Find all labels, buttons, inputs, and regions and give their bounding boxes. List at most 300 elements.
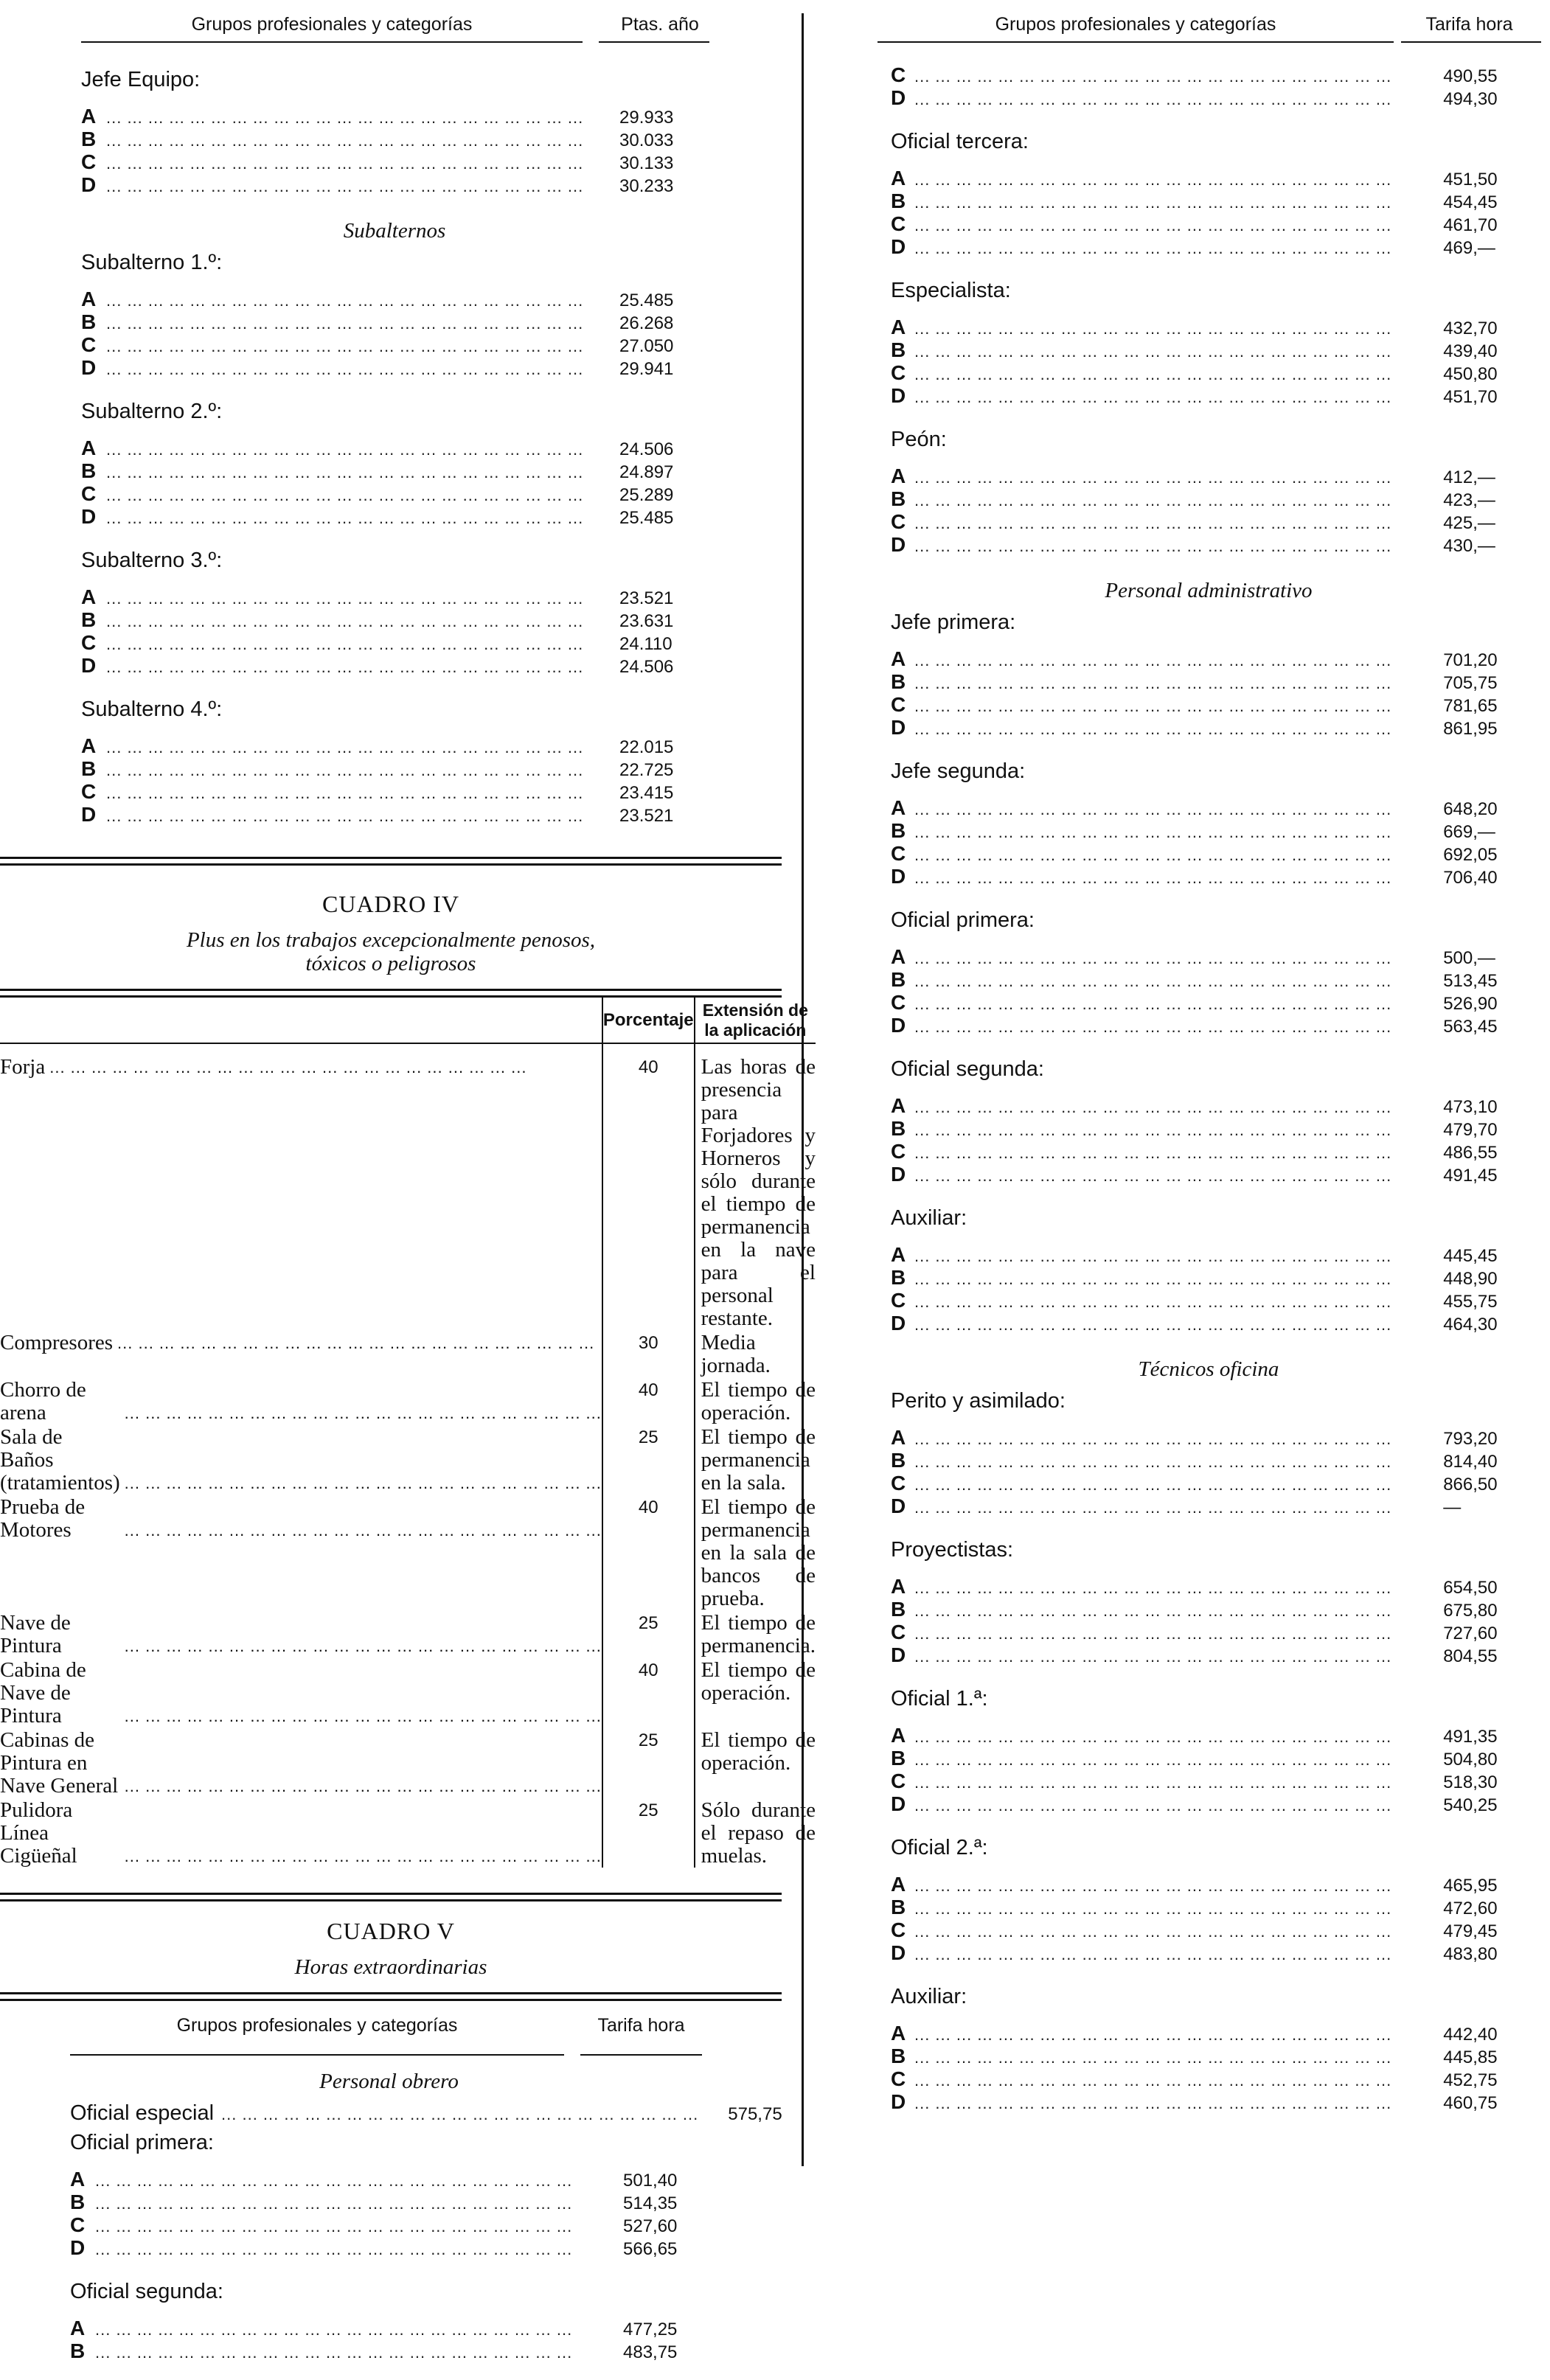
- list-item: [891, 510, 1526, 533]
- dot-leader: ... ... ... ... ... ... ... ... ... ... ... ... ... ... ... ... ... ... ... ... ... ... ...: [914, 651, 1392, 669]
- row-value: 451,50: [1443, 170, 1498, 189]
- row-value: 504,80: [1443, 1750, 1498, 1770]
- list-item: [891, 167, 1526, 189]
- dot-leader: ... ... ... ... ... ... ... ... ... ... ... ... ... ... ... ... ... ... ... ... ... ... ...: [914, 800, 1392, 818]
- group-title: Perito y asimilado:: [891, 1389, 1066, 1413]
- double-rule: [0, 1893, 782, 1901]
- row-letter: C: [891, 1621, 906, 1643]
- row-letter: A: [891, 2022, 906, 2045]
- dot-leader: ... ... ... ... ... ... ... ... ... ... ... ... ... ... ... ... ... ... ... ... ... ... ...: [106, 314, 584, 333]
- right-salary-list: [877, 43, 1526, 2131]
- dot-leader: ... ... ... ... ... ... ... ... ... ... ... ... ... ... ... ... ... ... ... ... ... ... ...: [106, 509, 584, 527]
- dot-leader: ... ... ... ... ... ... ... ... ... ... ... ... ... ... ... ... ... ... ... ... ... ... ...: [914, 1876, 1392, 1895]
- row-value: 445,45: [1443, 1246, 1498, 1266]
- row-value: 494,30: [1443, 89, 1498, 109]
- list-item: [891, 945, 1526, 968]
- dot-leader: ... ... ... ... ... ... ... ... ... ... ... ... ... ... ... ... ... ... ... ... ... ... ...: [106, 807, 584, 825]
- row-letter: B: [81, 459, 97, 482]
- row-value: 491,45: [1443, 1166, 1498, 1186]
- group-title: Subalterno 2.º:: [81, 400, 223, 423]
- dot-leader: ... ... ... ... ... ... ... ... ... ... ... ... ... ... ... ... ... ... ... ... ... ... ...: [914, 1922, 1392, 1941]
- row-letter: C: [81, 150, 97, 173]
- dot-leader: ... ... ... ... ... ... ... ... ... ... ... ... ... ... ... ... ... ... ... ... ... ... ...: [914, 823, 1392, 841]
- cell-extension: Sólo durante el repaso de muelas.: [701, 1798, 816, 1868]
- row-letter: B: [891, 968, 906, 991]
- row-letter: C: [891, 1472, 906, 1495]
- dot-leader: ... ... ... ... ... ... ... ... ... ... ... ... ... ... ... ... ... ... ... ... ... ... ...: [914, 170, 1392, 189]
- list-item: [891, 1266, 1526, 1289]
- dot-leader: ... ... ... ... ... ... ... ... ... ... ... ... ... ... ... ... ... ... ... ... ... ... ...: [124, 1707, 602, 1725]
- list-item: [81, 436, 708, 459]
- list-item: [70, 2317, 708, 2339]
- table-row: [0, 1610, 816, 1657]
- table-row: [0, 1495, 816, 1610]
- row-value: 465,95: [1443, 1876, 1498, 1896]
- row-letter: D: [891, 235, 906, 258]
- group-title: Peón:: [891, 428, 947, 451]
- row-value: 472,60: [1443, 1899, 1498, 1918]
- row-letter: C: [891, 1770, 906, 1792]
- dot-leader: ... ... ... ... ... ... ... ... ... ... ... ... ... ... ... ... ... ... ... ... ... ... ...: [914, 1945, 1392, 1963]
- header-tarifa: Tarifa hora: [597, 2015, 685, 2036]
- row-letter: C: [891, 510, 906, 533]
- dot-leader: ... ... ... ... ... ... ... ... ... ... ... ... ... ... ... ... ... ... ... ... ... ... ...: [914, 514, 1392, 532]
- list-item: [891, 1140, 1526, 1163]
- cell-porcentaje: 25: [602, 1610, 695, 1657]
- list-item: [81, 333, 708, 356]
- row-value: 442,40: [1443, 2025, 1498, 2045]
- table-row: [0, 1657, 816, 1727]
- row-letter: A: [891, 796, 906, 819]
- list-item: [70, 2236, 708, 2259]
- row-value: 30.233: [619, 176, 674, 196]
- list-item: [81, 459, 708, 482]
- group-title: Auxiliar:: [891, 1985, 967, 2008]
- dot-leader: ... ... ... ... ... ... ... ... ... ... ... ... ... ... ... ... ... ... ... ... ... ... ...: [106, 360, 584, 378]
- dot-leader: ... ... ... ... ... ... ... ... ... ... ... ... ... ... ... ... ... ... ... ... ... ... ...: [914, 342, 1392, 361]
- table-row: [0, 1424, 816, 1495]
- cell-workplace: [0, 1798, 602, 1868]
- group-title: Jefe primera:: [891, 610, 1016, 634]
- list-item: [891, 865, 1526, 888]
- row-letter: B: [891, 338, 906, 361]
- header-rule: [1401, 41, 1541, 43]
- dot-leader: ... ... ... ... ... ... ... ... ... ... ... ... ... ... ... ... ... ... ... ... ... ... ...: [914, 1098, 1392, 1116]
- list-item: [891, 1598, 1526, 1621]
- row-letter: B: [891, 1117, 906, 1140]
- row-value: 23.521: [619, 588, 674, 608]
- row-value: 575,75: [728, 2104, 782, 2124]
- row-letter: D: [891, 533, 906, 556]
- cell-porcentaje: 40: [602, 1043, 695, 1330]
- dot-leader: ... ... ... ... ... ... ... ... ... ... ... ... ... ... ... ... ... ... ... ... ... ... ...: [124, 1777, 602, 1795]
- group-title: Especialista:: [891, 279, 1011, 302]
- dot-leader: ... ... ... ... ... ... ... ... ... ... ... ... ... ... ... ... ... ... ... ... ... ... ...: [914, 1773, 1392, 1792]
- row-value: 26.268: [619, 313, 674, 333]
- dot-leader: ... ... ... ... ... ... ... ... ... ... ... ... ... ... ... ... ... ... ... ... ... ... ...: [914, 491, 1392, 509]
- dot-leader: ... ... ... ... ... ... ... ... ... ... ... ... ... ... ... ... ... ... ... ... ... ... ...: [914, 319, 1392, 338]
- list-item: [81, 288, 708, 310]
- dot-leader: ... ... ... ... ... ... ... ... ... ... ... ... ... ... ... ... ... ... ... ... ... ... ...: [914, 1624, 1392, 1643]
- row-value: 23.415: [619, 783, 674, 803]
- row-letter: B: [891, 487, 906, 510]
- double-rule: [0, 857, 782, 866]
- double-rule: [0, 1992, 782, 2001]
- row-value: 479,70: [1443, 1120, 1498, 1140]
- dot-leader: ... ... ... ... ... ... ... ... ... ... ... ... ... ... ... ... ... ... ... ... ... ... ...: [914, 1270, 1392, 1288]
- row-letter: B: [891, 1598, 906, 1621]
- row-value: 727,60: [1443, 1624, 1498, 1643]
- row-value: 29.941: [619, 359, 674, 379]
- list-item: [81, 173, 708, 196]
- row-value: 24.506: [619, 439, 674, 459]
- list-item: [891, 1289, 1526, 1312]
- section-title: Subalternos: [343, 219, 446, 243]
- dot-leader: ... ... ... ... ... ... ... ... ... ... ... ... ... ... ... ... ... ... ... ... ... ... ...: [914, 1796, 1392, 1814]
- list-item: [891, 796, 1526, 819]
- row-value: 30.033: [619, 131, 674, 150]
- list-item: [891, 235, 1526, 258]
- row-letter: D: [81, 173, 97, 196]
- list-item: [891, 316, 1526, 338]
- list-item: [81, 631, 708, 654]
- col-extension: Extensión de la aplicación: [695, 998, 816, 1043]
- row-value: 513,45: [1443, 971, 1498, 991]
- row-letter: B: [891, 819, 906, 842]
- row-letter: A: [891, 647, 906, 670]
- row-letter: D: [891, 1163, 906, 1186]
- row-value: 706,40: [1443, 868, 1498, 888]
- row-value: 648,20: [1443, 799, 1498, 819]
- dot-leader: ... ... ... ... ... ... ... ... ... ... ... ... ... ... ... ... ... ... ... ... ... ... ...: [106, 612, 584, 630]
- row-value: 461,70: [1443, 215, 1498, 235]
- row-value: 518,30: [1443, 1772, 1498, 1792]
- dot-leader: ... ... ... ... ... ... ... ... ... ... ... ... ... ... ... ... ... ... ... ... ... ... ...: [124, 1637, 602, 1655]
- cell-porcentaje: 25: [602, 1798, 695, 1868]
- group-title: Oficial 1.ª:: [891, 1687, 988, 1711]
- row-letter: C: [891, 1289, 906, 1312]
- header-rule: [70, 2054, 564, 2056]
- row-letter: D: [81, 803, 97, 826]
- section-title: Personal administrativo: [1105, 579, 1313, 602]
- row-value: 490,55: [1443, 66, 1498, 86]
- list-item: [891, 384, 1526, 407]
- row-value: 781,65: [1443, 696, 1498, 716]
- row-letter: A: [70, 2317, 86, 2339]
- row-letter: B: [891, 1449, 906, 1472]
- cell-extension: El tiempo de permanencia en la sala.: [701, 1425, 816, 1495]
- table-row: [0, 1798, 816, 1868]
- row-value: 29.933: [619, 108, 674, 128]
- dot-leader: ... ... ... ... ... ... ... ... ... ... ... ... ... ... ... ... ... ... ... ... ... ... ...: [106, 761, 584, 779]
- row-value: 469,—: [1443, 238, 1495, 258]
- group-title: Jefe segunda:: [891, 759, 1026, 783]
- list-item: [891, 86, 1526, 109]
- list-item: [891, 819, 1526, 842]
- dot-leader: ... ... ... ... ... ... ... ... ... ... ... ... ... ... ... ... ... ... ... ... ... ... ...: [914, 1601, 1392, 1620]
- dot-leader: ... ... ... ... ... ... ... ... ... ... ... ... ... ... ... ... ... ... ... ... ... ... ...: [914, 1498, 1392, 1517]
- dot-leader: ... ... ... ... ... ... ... ... ... ... ... ... ... ... ... ... ... ... ... ... ... ... ...: [95, 2194, 573, 2213]
- list-item: [891, 1918, 1526, 1941]
- cell-extension: El tiempo de permanencia en la sala de bancos de prueba.: [701, 1495, 816, 1610]
- row-value: 563,45: [1443, 1017, 1498, 1037]
- dot-leader: ... ... ... ... ... ... ... ... ... ... ... ... ... ... ... ... ... ... ... ... ... ... ...: [95, 2217, 573, 2235]
- list-item: [891, 968, 1526, 991]
- list-item: [891, 1792, 1526, 1815]
- header-groups: Grupos profesionales y categorías: [995, 14, 1276, 35]
- row-value: 423,—: [1443, 490, 1495, 510]
- list-item: [891, 189, 1526, 212]
- list-item: [891, 991, 1526, 1014]
- dot-leader: ... ... ... ... ... ... ... ... ... ... ... ... ... ... ... ... ... ... ... ... ... ... ...: [914, 365, 1392, 383]
- list-item: [891, 1747, 1526, 1770]
- row-value: 439,40: [1443, 341, 1498, 361]
- list-item: [891, 1472, 1526, 1495]
- workplace-label: Prueba de Motores: [0, 1495, 86, 1542]
- row-value: 22.015: [619, 737, 674, 757]
- dot-leader: ... ... ... ... ... ... ... ... ... ... ... ... ... ... ... ... ... ... ... ... ... ... ...: [914, 239, 1392, 257]
- row-value: 460,75: [1443, 2093, 1498, 2113]
- group-title: Subalterno 1.º:: [81, 251, 223, 274]
- dot-leader: ... ... ... ... ... ... ... ... ... ... ... ... ... ... ... ... ... ... ... ... ... ... ...: [106, 658, 584, 676]
- dot-leader: ... ... ... ... ... ... ... ... ... ... ... ... ... ... ... ... ... ... ... ... ... ... ...: [124, 1847, 602, 1865]
- row-letter: B: [70, 2339, 86, 2362]
- list-item: [891, 647, 1526, 670]
- cell-workplace: [0, 1043, 602, 1330]
- list-item: [891, 1873, 1526, 1896]
- section-title: Técnicos oficina: [1138, 1357, 1279, 1381]
- cell-porcentaje: 40: [602, 1377, 695, 1424]
- dot-leader: ... ... ... ... ... ... ... ... ... ... ... ... ... ... ... ... ... ... ... ... ... ... ...: [914, 1247, 1392, 1265]
- list-item: [891, 1621, 1526, 1643]
- list-item: [891, 1449, 1526, 1472]
- table-row: [0, 1727, 816, 1798]
- row-letter: B: [81, 608, 97, 631]
- row-letter: C: [81, 333, 97, 356]
- list-item: [891, 212, 1526, 235]
- right-table-header: [877, 0, 1541, 43]
- header-rule: [599, 41, 709, 43]
- list-item: [891, 1941, 1526, 1964]
- dot-leader: ... ... ... ... ... ... ... ... ... ... ... ... ... ... ... ... ... ... ... ... ... ... ...: [914, 1750, 1392, 1769]
- left-table-header: [0, 0, 782, 43]
- row-letter: D: [891, 86, 906, 109]
- dot-leader: ... ... ... ... ... ... ... ... ... ... ... ... ... ... ... ... ... ... ... ... ... ... ...: [914, 216, 1392, 234]
- cell-workplace: [0, 1610, 602, 1657]
- row-letter: A: [70, 2168, 86, 2191]
- row-value: 479,45: [1443, 1921, 1498, 1941]
- row-letter: C: [891, 1140, 906, 1163]
- cell-extension: Las horas de presencia para Forjadores y Horneros y sólo durante el tiempo de permanencia en la nave para el personal restante.: [701, 1055, 816, 1330]
- row-value: 483,80: [1443, 1944, 1498, 1964]
- dot-leader: ... ... ... ... ... ... ... ... ... ... ... ... ... ... ... ... ... ... ... ... ... ... ...: [106, 337, 584, 355]
- dot-leader: ... ... ... ... ... ... ... ... ... ... ... ... ... ... ... ... ... ... ... ... ... ... ...: [95, 2320, 573, 2339]
- row-letter: A: [891, 1575, 906, 1598]
- group-title: Oficial 2.ª:: [891, 1836, 988, 1859]
- group-title: Subalterno 4.º:: [81, 697, 223, 721]
- row-value: 705,75: [1443, 673, 1498, 693]
- cell-workplace: [0, 1424, 602, 1495]
- dot-leader: ... ... ... ... ... ... ... ... ... ... ... ... ... ... ... ... ... ... ... ... ... ... ...: [914, 846, 1392, 864]
- row-letter: D: [891, 384, 906, 407]
- dot-leader: ... ... ... ... ... ... ... ... ... ... ... ... ... ... ... ... ... ... ... ... ... ... ...: [914, 468, 1392, 487]
- cell-porcentaje: 40: [602, 1657, 695, 1727]
- list-item: [70, 2339, 708, 2362]
- row-value: 430,—: [1443, 536, 1495, 556]
- row-value: 464,30: [1443, 1315, 1498, 1335]
- list-item: [81, 356, 708, 379]
- header-rule: [580, 2054, 702, 2056]
- row-letter: B: [81, 128, 97, 150]
- dot-leader: ... ... ... ... ... ... ... ... ... ... ... ... ... ... ... ... ... ... ... ... ... ... ...: [914, 90, 1392, 108]
- dot-leader: ... ... ... ... ... ... ... ... ... ... ... ... ... ... ... ... ... ... ... ... ... ... ...: [914, 1579, 1392, 1597]
- list-item: [891, 2067, 1526, 2090]
- col-empty: [0, 998, 602, 1043]
- row-letter: D: [81, 654, 97, 677]
- row-value: 669,—: [1443, 822, 1495, 842]
- row-letter: C: [891, 2067, 906, 2090]
- dot-leader: ... ... ... ... ... ... ... ... ... ... ... ... ... ... ... ... ... ... ... ... ... ... ...: [106, 738, 584, 756]
- row-value: 866,50: [1443, 1475, 1498, 1495]
- dot-leader: ... ... ... ... ... ... ... ... ... ... ... ... ... ... ... ... ... ... ... ... ... ... ...: [95, 2343, 573, 2362]
- cell-porcentaje: 25: [602, 1424, 695, 1495]
- dot-leader: ... ... ... ... ... ... ... ... ... ... ... ... ... ... ... ... ... ... ... ... ... ... ...: [914, 2048, 1392, 2067]
- workplace-label: Sala de Baños (tratamientos): [0, 1425, 120, 1495]
- dot-leader: ... ... ... ... ... ... ... ... ... ... ... ... ... ... ... ... ... ... ... ... ... ... ...: [106, 177, 584, 195]
- workplace-label: Compresores: [0, 1331, 114, 1354]
- row-value: 701,20: [1443, 650, 1498, 670]
- dot-leader: ... ... ... ... ... ... ... ... ... ... ... ... ... ... ... ... ... ... ... ... ... ... ...: [106, 108, 584, 127]
- dot-leader: ... ... ... ... ... ... ... ... ... ... ... ... ... ... ... ... ... ... ... ... ... ... ...: [914, 1727, 1392, 1746]
- dot-leader: ... ... ... ... ... ... ... ... ... ... ... ... ... ... ... ... ... ... ... ... ... ... ...: [914, 537, 1392, 555]
- dot-leader: ... ... ... ... ... ... ... ... ... ... ... ... ... ... ... ... ... ... ... ... ... ... ...: [914, 674, 1392, 692]
- row-value: 793,20: [1443, 1429, 1498, 1449]
- row-value: 450,80: [1443, 364, 1498, 384]
- dot-leader: ... ... ... ... ... ... ... ... ... ... ... ... ... ... ... ... ... ... ... ... ... ... ...: [124, 1474, 602, 1492]
- row-letter: D: [891, 1643, 906, 1666]
- workplace-label: Forja: [0, 1055, 46, 1079]
- row-letter: A: [81, 288, 97, 310]
- list-item: [891, 842, 1526, 865]
- workplace-label: Cabinas de Pintura en Nave General: [0, 1728, 119, 1798]
- dot-leader: ... ... ... ... ... ... ... ... ... ... ... ... ... ... ... ... ... ... ... ... ... ... ...: [914, 193, 1392, 212]
- row-value: 25.485: [619, 508, 674, 528]
- row-value: 675,80: [1443, 1601, 1498, 1621]
- list-item: [891, 1312, 1526, 1335]
- row-letter: C: [891, 361, 906, 384]
- dot-leader: ... ... ... ... ... ... ... ... ... ... ... ... ... ... ... ... ... ... ... ... ... ... ...: [914, 2094, 1392, 2112]
- dot-leader: ... ... ... ... ... ... ... ... ... ... ... ... ... ... ... ... ... ... ... ... ... ... ...: [124, 1521, 602, 1539]
- workplace-label: Chorro de arena: [0, 1378, 86, 1424]
- row-value: 24.506: [619, 657, 674, 677]
- row-value: 455,75: [1443, 1292, 1498, 1312]
- header-rule: [81, 41, 583, 43]
- list-item: [891, 1770, 1526, 1792]
- list-item: [81, 482, 708, 505]
- list-item: [891, 693, 1526, 716]
- dot-leader: ... ... ... ... ... ... ... ... ... ... ... ... ... ... ... ... ... ... ... ... ... ... ...: [124, 1404, 602, 1422]
- cell-workplace: [0, 1727, 602, 1798]
- row-value: 425,—: [1443, 513, 1495, 533]
- dot-leader: ... ... ... ... ... ... ... ... ... ... ... ... ... ... ... ... ... ... ... ... ... ... ...: [914, 1017, 1392, 1036]
- dot-leader: ... ... ... ... ... ... ... ... ... ... ... ... ... ... ... ... ... ... ... ... ... ... ...: [914, 2071, 1392, 2090]
- list-item: [81, 608, 708, 631]
- group-title: Oficial primera:: [891, 908, 1035, 932]
- dot-leader: ... ... ... ... ... ... ... ... ... ... ... ... ... ... ... ... ... ... ... ... ... ... ...: [914, 1292, 1392, 1311]
- cell-extension: El tiempo de operación.: [701, 1378, 816, 1424]
- row-value: 454,45: [1443, 192, 1498, 212]
- list-item: [81, 757, 708, 780]
- dot-leader: ... ... ... ... ... ... ... ... ... ... ... ... ... ... ... ... ... ... ... ... ... ... ...: [914, 995, 1392, 1013]
- dot-leader: ... ... ... ... ... ... ... ... ... ... ... ... ... ... ... ... ... ... ... ... ... ... ...: [106, 784, 584, 802]
- list-item: [81, 105, 708, 128]
- row-value: 526,90: [1443, 994, 1498, 1014]
- row-value: —: [1443, 1497, 1462, 1517]
- workplace-label: Pulidora Línea Cigüeñal: [0, 1798, 77, 1868]
- row-letter: B: [81, 757, 97, 780]
- dot-leader: ... ... ... ... ... ... ... ... ... ... ... ... ... ... ... ... ... ... ... ... ... ... ...: [914, 1166, 1392, 1185]
- row-letter: C: [891, 693, 906, 716]
- col-porcentaje: Porcentaje: [602, 998, 695, 1043]
- list-item: [81, 654, 708, 677]
- table-row: [0, 1377, 816, 1424]
- cell-porcentaje: 30: [602, 1330, 695, 1377]
- list-item: [891, 1117, 1526, 1140]
- list-item: [81, 734, 708, 757]
- row-letter: C: [81, 631, 97, 654]
- header-groups: Grupos profesionales y categorías: [191, 14, 473, 35]
- section-title: Personal obrero: [319, 2070, 459, 2093]
- list-item: [891, 1163, 1526, 1186]
- list-item: [891, 1426, 1526, 1449]
- row-letter: D: [891, 716, 906, 739]
- row-letter: C: [891, 991, 906, 1014]
- row-letter: A: [891, 167, 906, 189]
- dot-leader: ... ... ... ... ... ... ... ... ... ... ... ... ... ... ... ... ... ... ... ... ... ... ...: [95, 2171, 573, 2190]
- row-value: 25.289: [619, 485, 674, 505]
- list-item: [891, 1014, 1526, 1037]
- dot-leader: ... ... ... ... ... ... ... ... ... ... ... ... ... ... ... ... ... ... ... ... ... ... ...: [106, 131, 584, 150]
- group-title: Oficial segunda:: [891, 1057, 1044, 1081]
- row-letter: B: [891, 1266, 906, 1289]
- row-letter: D: [891, 1312, 906, 1335]
- row-value: 527,60: [623, 2216, 678, 2236]
- row-letter: C: [81, 482, 97, 505]
- dot-leader: ... ... ... ... ... ... ... ... ... ... ... ... ... ... ... ... ... ... ... ... ... ... ...: [914, 1430, 1392, 1448]
- dot-leader: ... ... ... ... ... ... ... ... ... ... ... ... ... ... ... ... ... ... ... ... ... ... ...: [106, 589, 584, 608]
- dot-leader: ... ... ... ... ... ... ... ... ... ... ... ... ... ... ... ... ... ... ... ... ... ... ...: [95, 2240, 573, 2258]
- row-letter: C: [891, 212, 906, 235]
- list-item: [70, 2168, 708, 2191]
- list-item: [891, 670, 1526, 693]
- row-value: 23.631: [619, 611, 674, 631]
- row-letter: B: [891, 2045, 906, 2067]
- list-item: [891, 1643, 1526, 1666]
- cell-extension: Media jornada.: [701, 1331, 771, 1377]
- dot-leader: ... ... ... ... ... ... ... ... ... ... ... ... ... ... ... ... ... ... ... ... ... ... ...: [106, 486, 584, 504]
- group-title: Jefe Equipo:: [81, 68, 201, 91]
- list-item: [891, 1724, 1526, 1747]
- dot-leader: ... ... ... ... ... ... ... ... ... ... ... ... ... ... ... ... ... ... ... ... ... ... ...: [914, 720, 1392, 738]
- row-letter: D: [891, 1792, 906, 1815]
- left-salary-list: [0, 43, 708, 843]
- row-value: 25.485: [619, 290, 674, 310]
- list-item: [891, 63, 1526, 86]
- row-letter: B: [891, 1747, 906, 1770]
- dot-leader: ... ... ... ... ... ... ... ... ... ... ... ... ... ... ... ... ... ... ... ... ... ... ...: [106, 463, 584, 481]
- dot-leader: ... ... ... ... ... ... ... ... ... ... ... ... ... ... ... ... ... ... ... ... ... ... ...: [914, 1144, 1392, 1162]
- cell-workplace: [0, 1495, 602, 1610]
